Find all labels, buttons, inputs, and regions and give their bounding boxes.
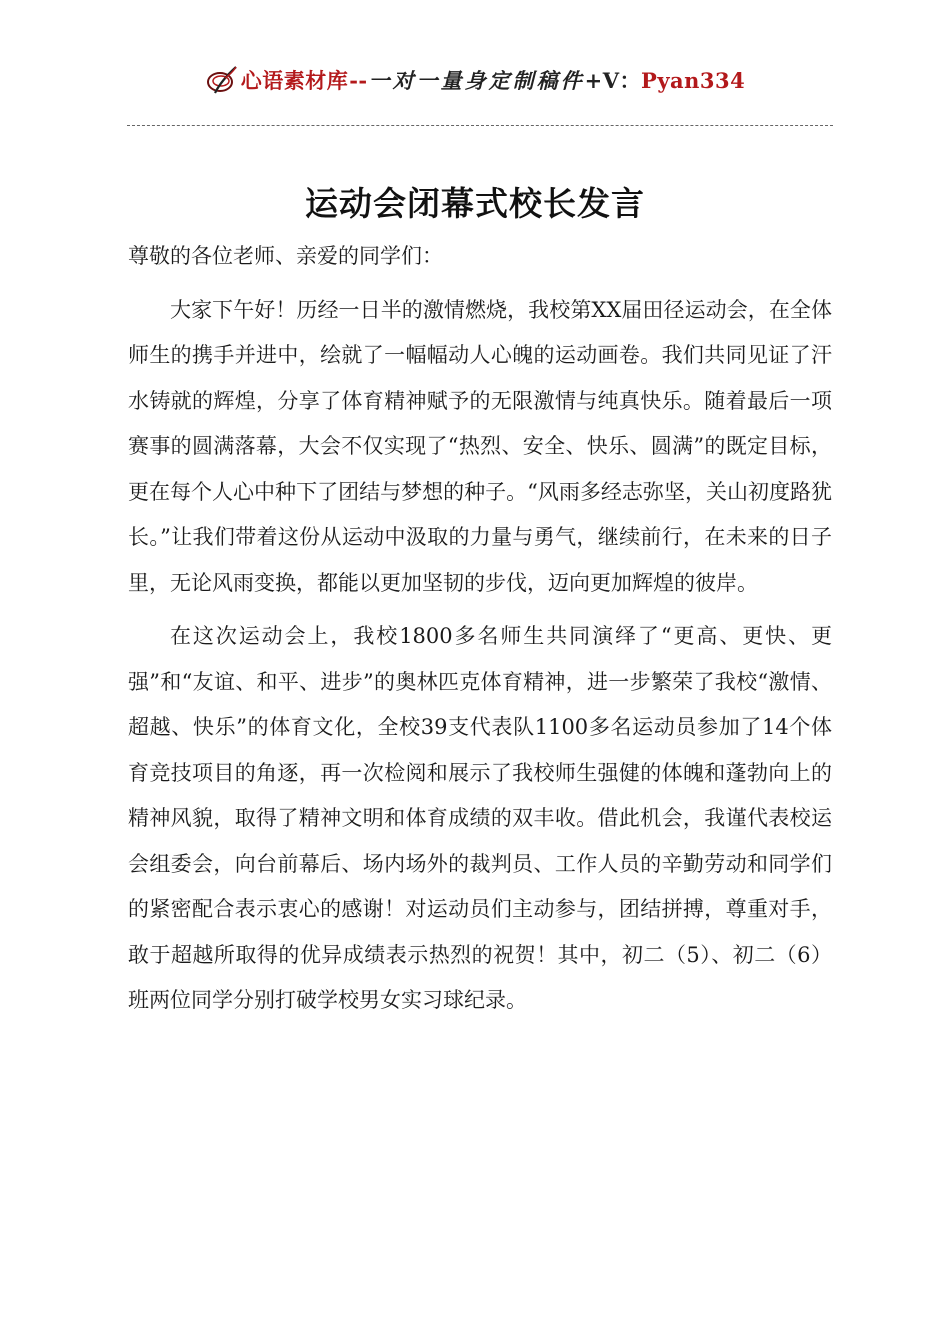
paragraph-1: 大家下午好！历经一日半的激情燃烧，我校第XX届田径运动会，在全体师生的携手并进中，绘就了一幅幅动人心魄的运动画卷。我们共同见证了汗水铸就的辉煌，分享了体育精神赋予的无限激情与纯真快乐。随着最后一项赛事的圆满落幕，大会不仅实现了“热烈、安全、快乐、圆满”的既定目标，更在每个人心中种下了团结与梦想的种子。“风雨多经志弥坚，关山初度路犹长。”让我们带着这份从运动中汲取的力量与勇气，继续前行，在未来的日子里，无论风雨变换，都能以更加坚韧的步伐，迈向更加辉煌的彼岸。 bbox=[128, 297, 832, 595]
quill-swirl-icon bbox=[205, 63, 239, 97]
paragraph-2: 在这次运动会上，我校1800多名师生共同演绎了“更高、更快、更强”和“友谊、和平、进步”的奥林匹克体育精神，进一步繁荣了我校“激情、超越、快乐”的体育文化，全校39支代表队1100多名运动员参加了14个体育竞技项目的角逐，再一次检阅和展示了我校师生强健的体魄和蓬勃向上的精神风貌，取得了精神文明和体育成绩的双丰收。借此机会，我谨代表校运会组委会，向台前幕后、场内场外的裁判员、工作人员的辛勤劳动和同学们的紧密配合表示衷心的感谢！对运动员们主动参与，团结拼搏，尊重对手，敢于超越所取得的优异成绩表示热烈的祝贺！其中，初二（5）、初二（6）班两位同学分别打破学校男女实习球纪录。 bbox=[128, 624, 832, 1012]
wechat-id: Pyan334 bbox=[641, 68, 746, 93]
header-tagline: 一对一量身定制稿件 bbox=[368, 68, 585, 93]
page-header bbox=[0, 58, 950, 102]
brand-name: 心语素材库 bbox=[240, 68, 349, 93]
salutation: 尊敬的各位老师、亲爱的同学们： bbox=[128, 244, 443, 268]
document-title: 运动会闭幕式校长发言 bbox=[305, 184, 645, 223]
document-body bbox=[128, 234, 832, 1024]
header-banner-text bbox=[241, 65, 746, 95]
header-divider bbox=[127, 125, 833, 126]
header-separator: -- bbox=[349, 68, 368, 93]
contact-prefix: +V： bbox=[584, 68, 642, 93]
